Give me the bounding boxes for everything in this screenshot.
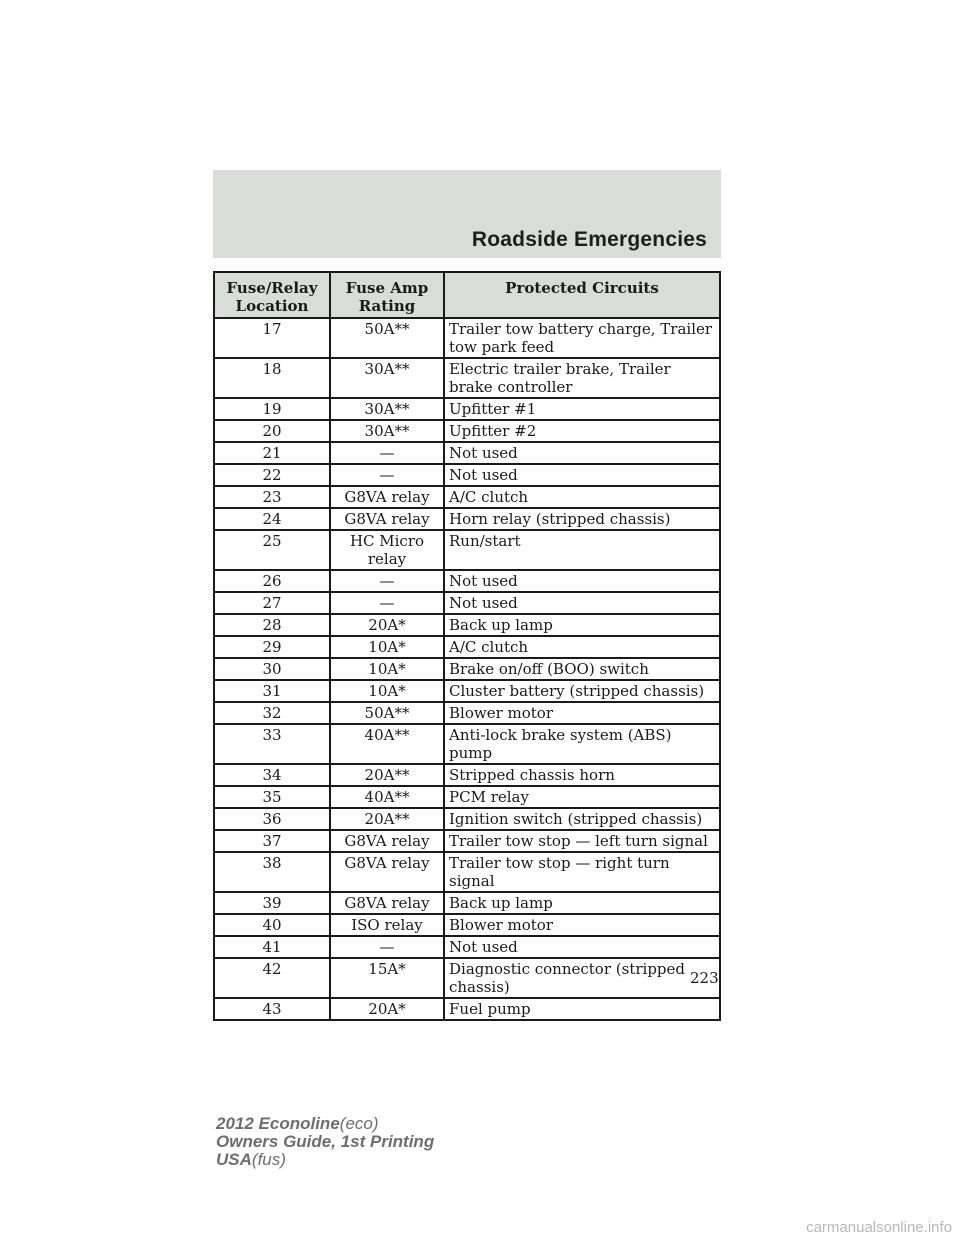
table-row: [214, 764, 720, 786]
cell-rating: 20A*: [330, 998, 444, 1020]
cell-circuits: Blower motor: [444, 914, 720, 936]
cell-circuits: A/C clutch: [444, 486, 720, 508]
cell-location: 37: [214, 830, 330, 852]
cell-rating: G8VA relay: [330, 852, 444, 892]
cell-rating: —: [330, 570, 444, 592]
cell-location: 36: [214, 808, 330, 830]
cell-location: 21: [214, 442, 330, 464]
table-row: [214, 958, 720, 998]
cell-circuits: Not used: [444, 570, 720, 592]
cell-circuits: Back up lamp: [444, 614, 720, 636]
footer-market-code: (fus): [251, 1150, 286, 1169]
table-row: [214, 702, 720, 724]
table-row: [214, 592, 720, 614]
cell-rating: G8VA relay: [330, 892, 444, 914]
footer-imprint: [216, 1115, 434, 1169]
column-header-rating: Fuse Amp Rating: [330, 272, 444, 318]
cell-circuits: Back up lamp: [444, 892, 720, 914]
cell-rating: 15A*: [330, 958, 444, 998]
column-header-circuits: Protected Circuits: [444, 272, 720, 318]
cell-rating: 50A**: [330, 702, 444, 724]
cell-location: 42: [214, 958, 330, 998]
cell-location: 31: [214, 680, 330, 702]
cell-rating: 20A**: [330, 808, 444, 830]
table-row: [214, 914, 720, 936]
cell-location: 28: [214, 614, 330, 636]
fuse-relay-table: [213, 271, 721, 1021]
table-row: [214, 852, 720, 892]
cell-circuits: Stripped chassis horn: [444, 764, 720, 786]
cell-location: 43: [214, 998, 330, 1020]
cell-rating: G8VA relay: [330, 508, 444, 530]
cell-location: 27: [214, 592, 330, 614]
cell-rating: 20A**: [330, 764, 444, 786]
table-header-row: [214, 272, 720, 318]
cell-circuits: Trailer tow stop — right turn signal: [444, 852, 720, 892]
cell-circuits: A/C clutch: [444, 636, 720, 658]
watermark-link[interactable]: carmanualsonline.info: [806, 1219, 952, 1236]
footer-line-1: [216, 1115, 434, 1133]
cell-location: 32: [214, 702, 330, 724]
table-row: [214, 636, 720, 658]
cell-rating: 20A*: [330, 614, 444, 636]
table-row: [214, 724, 720, 764]
cell-circuits: Upfitter #2: [444, 420, 720, 442]
footer-model: 2012 Econoline: [216, 1114, 340, 1133]
cell-location: 38: [214, 852, 330, 892]
cell-rating: 10A*: [330, 658, 444, 680]
cell-rating: 30A**: [330, 358, 444, 398]
cell-location: 24: [214, 508, 330, 530]
table-row: [214, 570, 720, 592]
footer-line-2: Owners Guide, 1st Printing: [216, 1132, 435, 1151]
cell-location: 40: [214, 914, 330, 936]
footer-model-code: (eco): [339, 1114, 379, 1133]
cell-rating: 40A**: [330, 724, 444, 764]
cell-rating: 10A*: [330, 636, 444, 658]
section-title: Roadside Emergencies: [471, 228, 707, 251]
cell-circuits: Ignition switch (stripped chassis): [444, 808, 720, 830]
cell-location: 22: [214, 464, 330, 486]
cell-circuits: Blower motor: [444, 702, 720, 724]
cell-circuits: Fuel pump: [444, 998, 720, 1020]
cell-location: 26: [214, 570, 330, 592]
cell-circuits: Electric trailer brake, Trailer brake controller: [444, 358, 720, 398]
table-row: [214, 614, 720, 636]
cell-circuits: Run/start: [444, 530, 720, 570]
cell-rating: 30A**: [330, 398, 444, 420]
cell-circuits: Brake on/off (BOO) switch: [444, 658, 720, 680]
cell-circuits: Horn relay (stripped chassis): [444, 508, 720, 530]
cell-location: 17: [214, 318, 330, 358]
cell-location: 35: [214, 786, 330, 808]
cell-rating: HC Micro relay: [330, 530, 444, 570]
section-header-band: [213, 170, 721, 258]
cell-circuits: PCM relay: [444, 786, 720, 808]
cell-circuits: Trailer tow stop — left turn signal: [444, 830, 720, 852]
cell-location: 25: [214, 530, 330, 570]
cell-rating: —: [330, 592, 444, 614]
table-row: [214, 530, 720, 570]
cell-location: 34: [214, 764, 330, 786]
cell-circuits: Diagnostic connector (stripped chassis): [444, 958, 720, 998]
footer-market: USA: [216, 1150, 252, 1169]
cell-location: 23: [214, 486, 330, 508]
cell-rating: 50A**: [330, 318, 444, 358]
cell-circuits: Upfitter #1: [444, 398, 720, 420]
table-body: [214, 318, 720, 1020]
table-row: [214, 658, 720, 680]
table-row: [214, 808, 720, 830]
cell-circuits: Not used: [444, 464, 720, 486]
column-header-location: Fuse/Relay Location: [214, 272, 330, 318]
cell-circuits: Trailer tow battery charge, Trailer tow park feed: [444, 318, 720, 358]
table-row: [214, 892, 720, 914]
cell-location: 19: [214, 398, 330, 420]
cell-location: 30: [214, 658, 330, 680]
cell-rating: 30A**: [330, 420, 444, 442]
cell-location: 18: [214, 358, 330, 398]
cell-rating: —: [330, 464, 444, 486]
table-row: [214, 508, 720, 530]
cell-rating: G8VA relay: [330, 830, 444, 852]
cell-rating: —: [330, 936, 444, 958]
footer-line-3: [216, 1151, 434, 1169]
table-row: [214, 398, 720, 420]
cell-location: 39: [214, 892, 330, 914]
table-row: [214, 318, 720, 358]
table-row: [214, 786, 720, 808]
table-row: [214, 998, 720, 1020]
table-row: [214, 464, 720, 486]
cell-circuits: Not used: [444, 592, 720, 614]
cell-rating: G8VA relay: [330, 486, 444, 508]
cell-rating: 40A**: [330, 786, 444, 808]
table-row: [214, 936, 720, 958]
cell-location: 29: [214, 636, 330, 658]
table-row: [214, 486, 720, 508]
cell-circuits: Cluster battery (stripped chassis): [444, 680, 720, 702]
table-row: [214, 420, 720, 442]
cell-location: 41: [214, 936, 330, 958]
cell-rating: —: [330, 442, 444, 464]
table-row: [214, 358, 720, 398]
cell-circuits: Anti-lock brake system (ABS) pump: [444, 724, 720, 764]
page-number: 223: [690, 969, 719, 987]
table-row: [214, 680, 720, 702]
cell-location: 33: [214, 724, 330, 764]
cell-circuits: Not used: [444, 936, 720, 958]
cell-rating: ISO relay: [330, 914, 444, 936]
table-row: [214, 442, 720, 464]
cell-location: 20: [214, 420, 330, 442]
cell-rating: 10A*: [330, 680, 444, 702]
cell-circuits: Not used: [444, 442, 720, 464]
table-row: [214, 830, 720, 852]
